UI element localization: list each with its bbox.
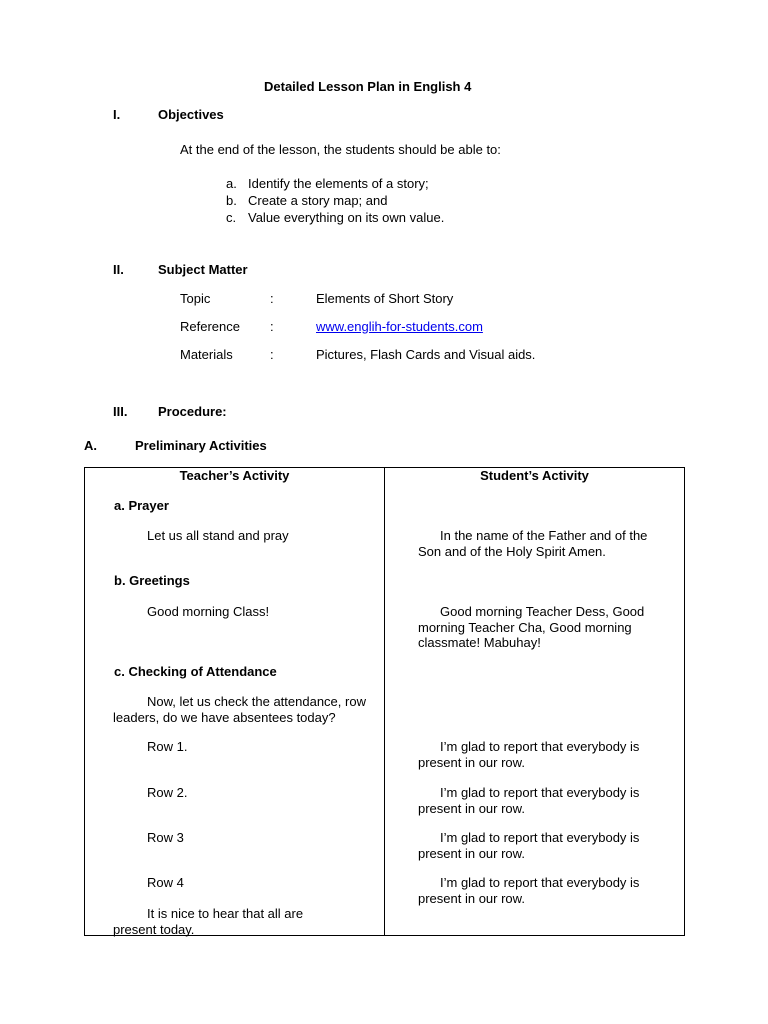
objective-marker: a. bbox=[226, 176, 237, 191]
reference-label: Reference bbox=[180, 319, 240, 334]
topic-separator: : bbox=[270, 291, 274, 306]
preliminary-heading: Preliminary Activities bbox=[135, 438, 267, 453]
procedure-heading: Procedure: bbox=[158, 404, 227, 419]
attendance-row-report: I’m glad to report that everybody is present in our row. bbox=[418, 875, 640, 906]
objectives-intro: At the end of the lesson, the students should be able to: bbox=[180, 142, 501, 157]
document-title: Detailed Lesson Plan in English 4 bbox=[264, 79, 472, 94]
attendance-row-report: I’m glad to report that everybody is present in our row. bbox=[418, 739, 640, 770]
attendance-row-label: Row 3 bbox=[147, 830, 184, 845]
attendance-row-report: I’m glad to report that everybody is present in our row. bbox=[418, 785, 640, 816]
greetings-student-text: Good morning Teacher Dess, Good morning Teacher Cha, Good morning classmate! Mabuhay! bbox=[418, 604, 645, 650]
materials-separator: : bbox=[270, 347, 274, 362]
attendance-row-report: I’m glad to report that everybody is present in our row. bbox=[418, 830, 640, 861]
objectives-heading: Objectives bbox=[158, 107, 224, 122]
attendance-teacher-closing: It is nice to hear that all are present today. bbox=[113, 906, 304, 937]
preliminary-marker: A. bbox=[84, 438, 97, 453]
attendance-row-label: Row 2. bbox=[147, 785, 188, 800]
reference-link[interactable]: www.englih-for-students.com bbox=[316, 319, 483, 334]
attendance-heading: c. Checking of Attendance bbox=[114, 664, 277, 679]
teacher-column-header: Teacher’s Activity bbox=[179, 468, 290, 483]
objective-marker: c. bbox=[226, 210, 237, 225]
greetings-teacher-text: Good morning Class! bbox=[147, 604, 270, 619]
prayer-heading: a. Prayer bbox=[114, 498, 169, 513]
attendance-row-label: Row 1. bbox=[147, 739, 188, 754]
activity-table bbox=[84, 467, 685, 936]
objective-marker: b. bbox=[226, 193, 237, 208]
objective-item: Value everything on its own value. bbox=[248, 210, 445, 225]
attendance-teacher-intro: Now, let us check the attendance, row leaders, do we have absentees today? bbox=[113, 694, 366, 725]
objective-item: Identify the elements of a story; bbox=[248, 176, 429, 191]
topic-value: Elements of Short Story bbox=[316, 291, 454, 306]
subject-matter-heading: Subject Matter bbox=[158, 262, 248, 277]
subject-matter-numeral: II. bbox=[113, 262, 124, 277]
topic-label: Topic bbox=[180, 291, 211, 306]
objective-item: Create a story map; and bbox=[248, 193, 388, 208]
procedure-numeral: III. bbox=[113, 404, 128, 419]
attendance-row-label: Row 4 bbox=[147, 875, 184, 890]
reference-separator: : bbox=[270, 319, 274, 334]
column-divider bbox=[384, 468, 385, 935]
greetings-heading: b. Greetings bbox=[114, 573, 190, 588]
materials-value: Pictures, Flash Cards and Visual aids. bbox=[316, 347, 536, 362]
student-column-header: Student’s Activity bbox=[480, 468, 589, 483]
prayer-student-text: In the name of the Father and of the Son and of the Holy Spirit Amen. bbox=[418, 528, 648, 559]
materials-label: Materials bbox=[180, 347, 233, 362]
objectives-numeral: I. bbox=[113, 107, 121, 122]
prayer-teacher-text: Let us all stand and pray bbox=[147, 528, 289, 543]
